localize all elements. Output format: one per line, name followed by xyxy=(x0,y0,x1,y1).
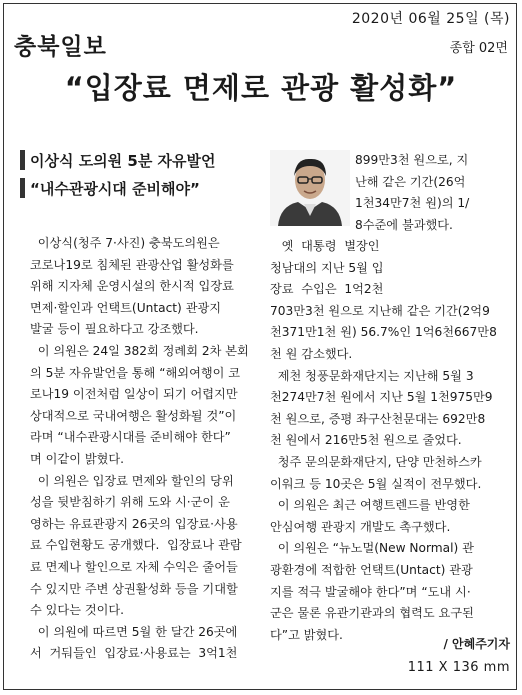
subheadline-1: 이상식 도의원 5분 자유발언 xyxy=(30,152,216,170)
newspaper-name: 충북일보 xyxy=(14,33,107,60)
author-photo xyxy=(270,150,350,226)
byline: / 안혜주기자 xyxy=(443,637,510,651)
subheadline-bar xyxy=(20,178,25,198)
subheadline-bar xyxy=(20,150,25,170)
headline: “입장료 면제로 관광 활성화” xyxy=(64,71,458,105)
subheadline-2: “내수관광시대 준비해야” xyxy=(30,180,200,198)
clip-size: 111 X 136 mm xyxy=(407,660,510,675)
section-page: 종합 02면 xyxy=(449,41,508,56)
article-body-left-column: 이상식(청주 7·사진) 충북도의원은 코로나19로 침체된 관광산업 활성화를 위해 지자체 운영시설의 한시적 입장료 면제·할인과 언택트(Untact) 관광지 발굴 등이 필요하다고 강조했다. 이 의원은 24일 382회 정례회 2차 본회 의 5분 자유발언을 통해 “해외여행이 코 로나19 이전처럼 일상이 되기 어렵지만 상대적으로 국내여행은 활성화될 것”이 라며 “내수관광시대를 준비해야 한다” 며 이같이 밝혔다. 이 의원은 입장료 면제와 할인의 당위 성을 뒷받침하기 위해 도와 시·군이 운 영하는 유료관광지 26곳의 입장료·사용 료 수입현황도 공개했다. 입장료나 관람 료 면제나 할인으로 자체 수익은 줄어들 수 있지만 주변 상권활성화 등을 기대할 수 있다는 것이다. 이 의원에 따르면 5월 한 달간 26곳에 서 거둬들인 입장료·사용료는 3억1천 xyxy=(30,236,249,661)
publication-date: 2020년 06월 25일 (목) xyxy=(351,11,510,27)
article-body-right-top: 899만3천 원으로, 지 난해 같은 기간(26억 1천34만7천 원)의 1/ 8수준에 불과했다. xyxy=(355,153,470,232)
article-body-right-column: 옛 대통령 별장인 청남대의 지난 5월 입 장료 수입은 1억2천 703만3천 원으로 지난해 같은 기간(2억9 천371만1천 원) 56.7%인 1억6천667만8 천 원 감소했다. 제천 청풍문화재단지는 지난해 5월 3 천274만7천 원에서 지난 5월 1천975만9 천 원으로, 증평 좌구산천문대는 692만8 천 원에서 216만5천 원으로 줄었다. 청주 문의문화재단지, 단양 만천하스카 이워크 등 10곳은 5월 실적이 전무했다. 이 의원은 최근 여행트렌드를 반영한 안심여행 관광지 개발도 촉구했다. 이 의원은 “뉴노멀(New Normal) 관 광환경에 적합한 언택트(Untact) 관광 지를 적극 발굴해야 한다”며 “도내 시· 군은 물론 유관기관과의 협력도 요구된 다”고 밝혔다. xyxy=(270,239,497,642)
portrait-icon xyxy=(270,150,350,226)
